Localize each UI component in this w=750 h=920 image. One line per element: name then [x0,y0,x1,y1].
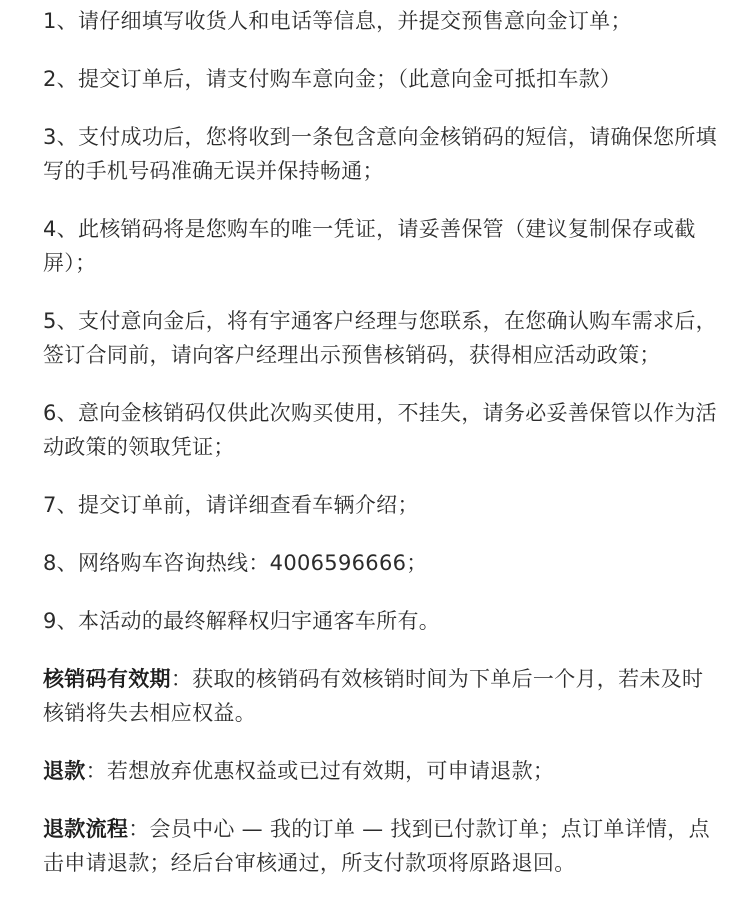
validity-label: 核销码有效期 [43,667,171,691]
refund-process-label: 退款流程 [43,817,129,841]
presale-rules [43,4,723,880]
rule-item-3: 3、支付成功后，您将收到一条包含意向金核销码的短信，请确保您所填写的手机号码准确无误并保持畅通； [43,125,717,183]
refund-label: 退款 [43,759,86,783]
rule-item-6: 6、意向金核销码仅供此次购买使用，不挂失，请务必妥善保管以作为活动政策的领取凭证； [43,401,717,459]
rule-item-7: 7、提交订单前，请详细查看车辆介绍； [43,493,419,517]
refund-process-note [43,812,723,880]
rule-item-1: 1、请仔细填写收货人和电话等信息，并提交预售意向金订单； [43,9,632,33]
validity-text: ：获取的核销码有效核销时间为下单后一个月，若未及时核销将失去相应权益。 [43,667,704,725]
rule-item-2: 2、提交订单后，请支付购车意向金；（此意向金可抵扣车款） [43,67,622,91]
rule-item-9: 9、本活动的最终解释权归宇通客车所有。 [43,609,441,633]
rule-item-5: 5、支付意向金后，将有宇通客户经理与您联系，在您确认购车需求后，签订合同前，请向客户经理出示预售核销码，获得相应活动政策； [43,309,717,367]
refund-text: ：若想放弃优惠权益或已过有效期，可申请退款； [85,759,555,783]
rule-item-8: 8、网络购车咨询热线：4006596666； [43,551,428,575]
validity-note [43,662,723,730]
refund-note [43,754,723,788]
refund-process-text: ：会员中心 — 我的订单 — 找到已付款订单；点订单详情，点击申请退款；经后台审核通过，所支付款项将原路退回。 [43,817,710,875]
rule-item-4: 4、此核销码将是您购车的唯一凭证，请妥善保管（建议复制保存或截屏）； [43,217,696,275]
